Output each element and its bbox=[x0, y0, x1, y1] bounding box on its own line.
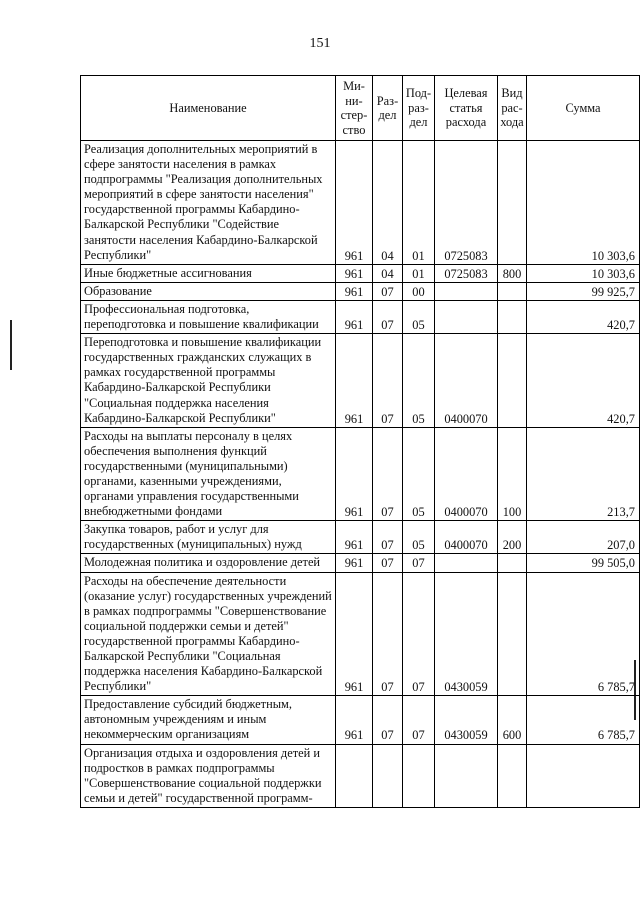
table-row bbox=[81, 141, 640, 265]
row-ministry: 961 bbox=[336, 334, 373, 428]
row-name: Иные бюджетные ассигнования bbox=[81, 264, 336, 282]
row-subsection: 00 bbox=[403, 282, 435, 300]
row-sum bbox=[527, 744, 640, 807]
row-subsection bbox=[403, 744, 435, 807]
header-ministry: Ми-ни-стер-ство bbox=[336, 76, 373, 141]
row-target bbox=[435, 300, 498, 333]
row-subsection: 05 bbox=[403, 427, 435, 521]
table-body bbox=[81, 141, 640, 808]
row-target bbox=[435, 554, 498, 572]
row-target: 0400070 bbox=[435, 334, 498, 428]
row-ministry: 961 bbox=[336, 264, 373, 282]
row-sum: 207,0 bbox=[527, 521, 640, 554]
row-subsection: 05 bbox=[403, 300, 435, 333]
row-ministry: 961 bbox=[336, 300, 373, 333]
header-sum: Сумма bbox=[527, 76, 640, 141]
row-name: Профессиональная подготовка, переподготовка и повышение квалификации bbox=[81, 300, 336, 333]
row-ministry: 961 bbox=[336, 141, 373, 265]
row-ministry bbox=[336, 744, 373, 807]
table-row bbox=[81, 572, 640, 696]
row-kind: 200 bbox=[498, 521, 527, 554]
header-kind: Вид рас-хода bbox=[498, 76, 527, 141]
row-section: 07 bbox=[373, 521, 403, 554]
scan-mark-left bbox=[10, 320, 12, 370]
table-row bbox=[81, 334, 640, 428]
row-kind bbox=[498, 744, 527, 807]
row-target: 0430059 bbox=[435, 572, 498, 696]
row-section: 07 bbox=[373, 427, 403, 521]
row-kind bbox=[498, 300, 527, 333]
row-section: 07 bbox=[373, 572, 403, 696]
row-section: 04 bbox=[373, 141, 403, 265]
row-section: 07 bbox=[373, 282, 403, 300]
row-section: 07 bbox=[373, 554, 403, 572]
table-row bbox=[81, 427, 640, 521]
row-section: 04 bbox=[373, 264, 403, 282]
table-row bbox=[81, 521, 640, 554]
row-section: 07 bbox=[373, 300, 403, 333]
table-row bbox=[81, 282, 640, 300]
row-kind bbox=[498, 282, 527, 300]
row-name: Закупка товаров, работ и услуг для государственных (муниципальных) нужд bbox=[81, 521, 336, 554]
row-subsection: 05 bbox=[403, 334, 435, 428]
table-row bbox=[81, 554, 640, 572]
table-row bbox=[81, 744, 640, 807]
row-name: Расходы на выплаты персоналу в целях обеспечения выполнения функций государственными (муниципальными) органами, казенными учреждениями, органами управления государственными внебюджетными фондами bbox=[81, 427, 336, 521]
header-subsection: Под-раз-дел bbox=[403, 76, 435, 141]
budget-table bbox=[80, 75, 640, 808]
row-target bbox=[435, 744, 498, 807]
row-ministry: 961 bbox=[336, 572, 373, 696]
row-name: Молодежная политика и оздоровление детей bbox=[81, 554, 336, 572]
row-target: 0725083 bbox=[435, 141, 498, 265]
row-sum: 99 925,7 bbox=[527, 282, 640, 300]
row-name: Реализация дополнительных мероприятий в сфере занятости населения в рамках подпрограммы "Реализация дополнительных мероприятий в сфере занятости населения" государственной программы Кабардино-Балкарской Республики "Содействие занятости населения Кабардино-Балкарской Республики" bbox=[81, 141, 336, 265]
row-kind bbox=[498, 141, 527, 265]
header-name: Наименование bbox=[81, 76, 336, 141]
row-ministry: 961 bbox=[336, 696, 373, 744]
row-section bbox=[373, 744, 403, 807]
row-target: 0725083 bbox=[435, 264, 498, 282]
row-sum: 420,7 bbox=[527, 334, 640, 428]
row-sum: 6 785,7 bbox=[527, 572, 640, 696]
row-target: 0400070 bbox=[435, 521, 498, 554]
row-name: Расходы на обеспечение деятельности (оказание услуг) государственных учреждений в рамках подпрограммы "Совершенствование социальной поддержки семьи и детей" государственной программы Кабардино-Балкарской Республики "Социальная поддержка населения Кабардино-Балкарской Республики" bbox=[81, 572, 336, 696]
row-section: 07 bbox=[373, 696, 403, 744]
header-section: Раз-дел bbox=[373, 76, 403, 141]
row-ministry: 961 bbox=[336, 554, 373, 572]
row-kind bbox=[498, 334, 527, 428]
row-sum: 10 303,6 bbox=[527, 264, 640, 282]
row-kind: 600 bbox=[498, 696, 527, 744]
row-sum: 213,7 bbox=[527, 427, 640, 521]
row-sum: 6 785,7 bbox=[527, 696, 640, 744]
row-subsection: 01 bbox=[403, 141, 435, 265]
row-target bbox=[435, 282, 498, 300]
row-subsection: 07 bbox=[403, 572, 435, 696]
header-row bbox=[81, 76, 640, 141]
row-subsection: 07 bbox=[403, 696, 435, 744]
row-name: Предоставление субсидий бюджетным, автономным учреждениям и иным некоммерческим организациям bbox=[81, 696, 336, 744]
row-kind: 100 bbox=[498, 427, 527, 521]
table-row bbox=[81, 696, 640, 744]
row-subsection: 01 bbox=[403, 264, 435, 282]
row-ministry: 961 bbox=[336, 282, 373, 300]
row-subsection: 05 bbox=[403, 521, 435, 554]
row-name: Образование bbox=[81, 282, 336, 300]
row-kind: 800 bbox=[498, 264, 527, 282]
row-kind bbox=[498, 554, 527, 572]
row-target: 0430059 bbox=[435, 696, 498, 744]
row-sum: 99 505,0 bbox=[527, 554, 640, 572]
header-target: Целевая статья расхода bbox=[435, 76, 498, 141]
page-number: 151 bbox=[309, 36, 331, 51]
row-name: Переподготовка и повышение квалификации государственных гражданских служащих в рамках государственной программы Кабардино-Балкарской Республики "Социальная поддержка населения Кабардино-Балкарской Республики" bbox=[81, 334, 336, 428]
row-sum: 420,7 bbox=[527, 300, 640, 333]
row-sum: 10 303,6 bbox=[527, 141, 640, 265]
row-ministry: 961 bbox=[336, 521, 373, 554]
row-name: Организация отдыха и оздоровления детей и подростков в рамках подпрограммы "Совершенствование социальной поддержки семьи и детей" государственной программ- bbox=[81, 744, 336, 807]
row-section: 07 bbox=[373, 334, 403, 428]
row-ministry: 961 bbox=[336, 427, 373, 521]
row-subsection: 07 bbox=[403, 554, 435, 572]
row-target: 0400070 bbox=[435, 427, 498, 521]
row-kind bbox=[498, 572, 527, 696]
table-row bbox=[81, 264, 640, 282]
table-row bbox=[81, 300, 640, 333]
